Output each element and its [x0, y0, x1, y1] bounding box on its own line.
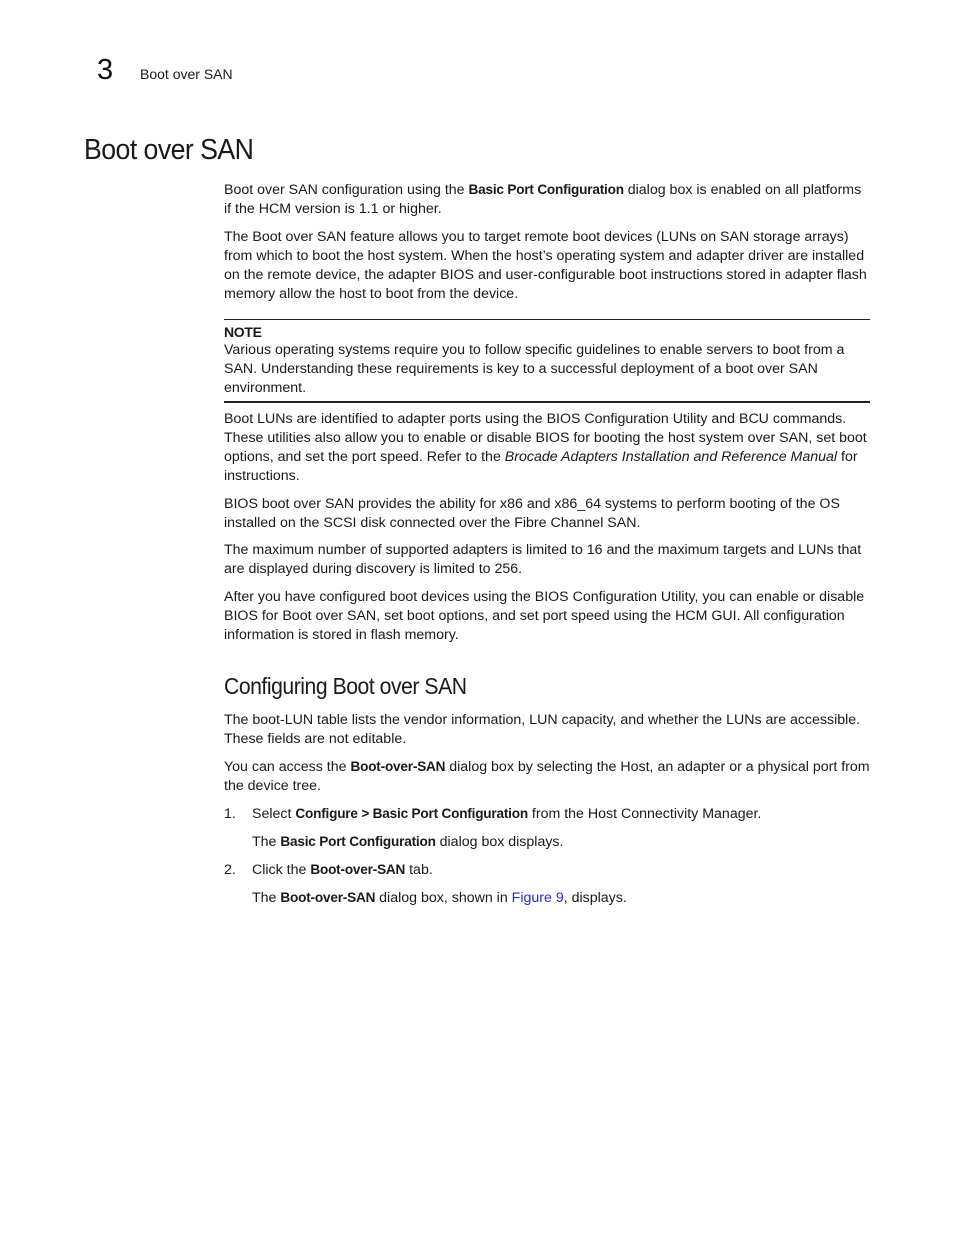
ui-term-boot-over-san: Boot-over-SAN: [350, 759, 446, 774]
step-2-result-pre: The: [252, 890, 281, 906]
sub-p1-text: The boot-LUN table lists the vendor information, LUN capacity, and whether the LUNs are accessible. These fields are not editable.: [224, 712, 861, 747]
p6-text: After you have configured boot devices using the BIOS Configuration Utility, you can enable or disable BIOS for Boot over SAN, set boot options, and set port speed using the HCM GUI. All configuration information is stored in flash memory.: [224, 589, 865, 643]
p3-text-pre: Boot LUNs are identified to adapter ports using the BIOS Configuration Utility and BCU commands. These utilities also allow you to enable or disable BIOS for booting the host system over SAN, set boot options, and set the port speed. Refer to the: [224, 411, 867, 465]
step-1-number: 1.: [224, 806, 236, 822]
note-label: NOTE: [224, 324, 262, 340]
chapter-number: 3: [97, 54, 114, 86]
sub-p2-text-post: dialog box by selecting the Host, an adapter or a physical port from the device tree.: [224, 759, 870, 794]
paragraph-hcm-version: [224, 181, 870, 219]
manual-title: Brocade Adapters Installation and Reference Manual: [504, 448, 838, 465]
paragraph-boot-luns: [224, 410, 870, 486]
ui-term-boot-over-san-tab: Boot-over-SAN: [310, 862, 406, 877]
running-header-title: Boot over SAN: [140, 66, 233, 82]
paragraph-access-dialog: [224, 758, 870, 796]
paragraph-maximum-adapters: [224, 541, 870, 579]
note-text: Various operating systems require you to follow specific guidelines to enable servers to boot from a SAN. Understanding these requirements is key to a successful deployment of a boot over SAN environment.: [224, 342, 845, 396]
step-1-result: [252, 833, 870, 852]
step-1-result-post: dialog box displays.: [435, 834, 564, 850]
subsection-title: Configuring Boot over SAN: [224, 673, 467, 699]
figure-9-link[interactable]: Figure 9: [511, 890, 564, 906]
ui-term-boot-over-san-dialog: Boot-over-SAN: [280, 890, 376, 905]
step-1-instruction: [252, 805, 870, 824]
paragraph-boot-lun-table: [224, 711, 870, 749]
step-1-result-pre: The: [252, 834, 281, 850]
p2-text: The Boot over SAN feature allows you to target remote boot devices (LUNs on SAN storage arrays) from which to boot the host system. When the host’s operating system and adapter driver are installed on the remote device, the adapter BIOS and user-configurable boot instructions stored in adapter flash memory allow the host to boot from the device.: [224, 229, 867, 302]
step-2-number: 2.: [224, 862, 236, 878]
p1-text-post: dialog box is enabled on all platforms if the HCM version is 1.1 or higher.: [224, 182, 862, 217]
step-1-pre: Select: [252, 806, 296, 822]
p4-text: BIOS boot over SAN provides the ability for x86 and x86_64 systems to perform booting of the OS installed on the SCSI disk connected over the Fibre Channel SAN.: [224, 496, 840, 531]
step-2-pre: Click the: [252, 862, 311, 878]
ui-term-basic-port-configuration-dialog: Basic Port Configuration: [280, 834, 436, 849]
step-2-result: [252, 889, 870, 908]
step-2-result-mid: dialog box, shown in: [375, 890, 512, 906]
paragraph-configured-devices: [224, 588, 870, 645]
note-box: [224, 319, 870, 403]
menu-path-configure-basic-port-configuration: Configure > Basic Port Configuration: [295, 806, 528, 821]
step-2-result-post: , displays.: [563, 890, 627, 906]
step-1-post: from the Host Connectivity Manager.: [527, 806, 762, 822]
ui-term-basic-port-configuration: Basic Port Configuration: [468, 182, 624, 197]
p3-text-post: for instructions.: [224, 448, 858, 484]
section-title: Boot over SAN: [84, 134, 254, 166]
step-2-instruction: [252, 861, 870, 880]
paragraph-bios-boot: [224, 495, 870, 533]
step-2-post: tab.: [405, 862, 433, 878]
sub-p2-text-pre: You can access the: [224, 759, 351, 775]
p5-text: The maximum number of supported adapters is limited to 16 and the maximum targets and LUNs that are displayed during discovery is limited to 256.: [224, 542, 862, 577]
p1-text-pre: Boot over SAN configuration using the: [224, 182, 469, 198]
paragraph-feature-description: [224, 228, 870, 304]
